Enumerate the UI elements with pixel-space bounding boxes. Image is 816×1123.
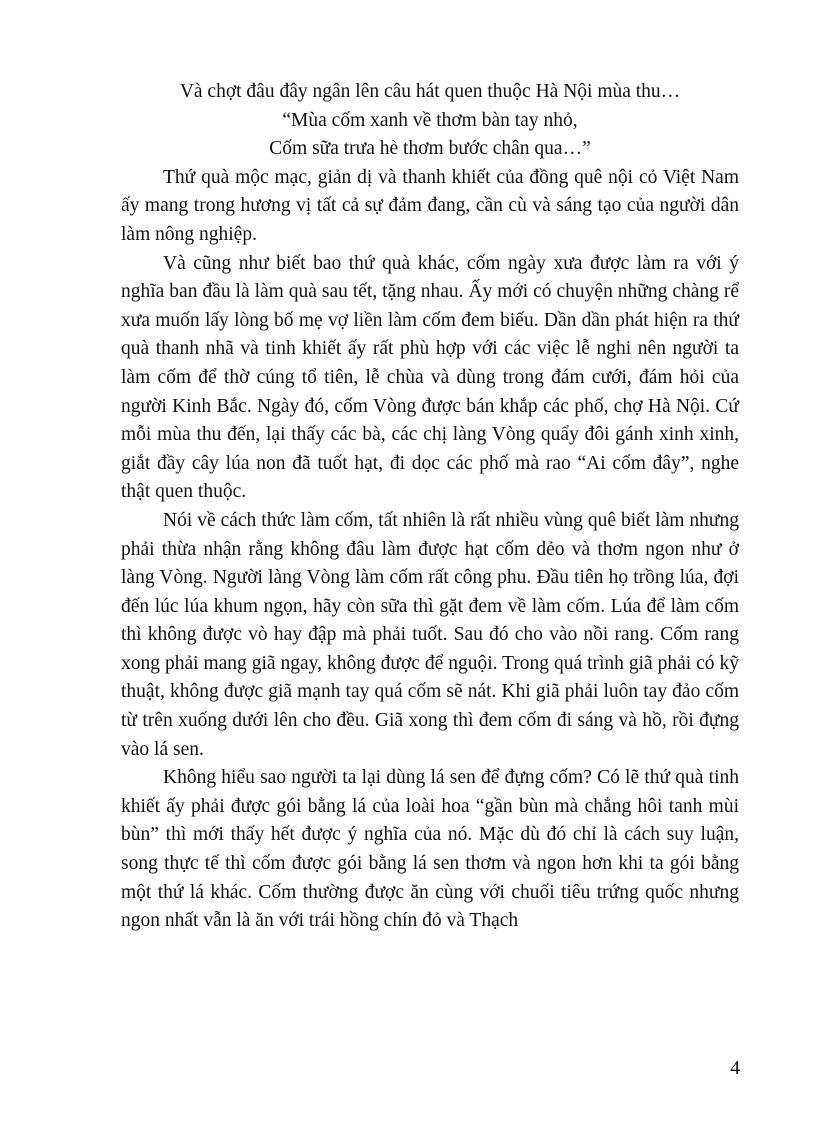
page-body [121,78,739,936]
poem-line-1: “Mùa cốm xanh về thơm bàn tay nhỏ, [282,109,578,131]
intro-line: Và chợt đâu đây ngân lên câu hát quen thuộc Hà Nội mùa thu… [179,81,681,102]
paragraph-3: Nói về cách thức làm cốm, tất nhiên là rất nhiều vùng quê biết làm nhưng phải thừa nhận rằng không đâu làm được hạt cốm dẻo và thơm ngon như ở làng Vòng. Người làng Vòng làm cốm rất công phu. Đầu tiên họ trồng lúa, đợi đến lúc lúa khum ngọn, hãy còn sữa thì gặt đem về làm cốm. Lúa để làm cốm thì không được vò hay đập mà phải tuốt. Sau đó cho vào nồi rang. Cốm rang xong phải mang giã ngay, không được để nguội. Trong quá trình giã phải có kỹ thuật, không được giã mạnh tay quá cốm sẽ nát. Khi giã phải luôn tay đảo cốm từ trên xuống dưới lên cho đều. Giã xong thì đem cốm đi sáng và hồ, rồi đựng vào lá sen. [121,509,739,760]
poem-line-2: Cốm sữa trưa hè thơm bước chân qua…” [269,138,591,160]
paragraph-1: Thứ quà mộc mạc, giản dị và thanh khiết của đồng quê nội cỏ Việt Nam ấy mang trong hương vị tất cả sự đảm đang, cần cù và sáng tạo của người dân làm nông nghiệp. [121,166,739,245]
paragraph-4: Không hiểu sao người ta lại dùng lá sen để đựng cốm? Có lẽ thứ quà tinh khiết ấy phải được gói bằng lá của loài hoa “gần bùn mà chẳng hôi tanh mùi bùn” thì mới thấy hết được ý nghĩa của nó. Mặc dù đó chỉ là cách suy luận, song thực tế thì cốm được gói bằng lá sen thơm và ngon hơn khi ta gói bằng một thứ lá khác. Cốm thường được ăn cùng với chuối tiêu trứng quốc nhưng ngon nhất vẫn là ăn với trái hồng chín đỏ và Thạch [121,767,739,932]
page-number: 4 [730,1058,740,1079]
paragraph-2: Và cũng như biết bao thứ quà khác, cốm ngày xưa được làm ra với ý nghĩa ban đầu là làm quà sau tết, tặng nhau. Ấy mới có chuyện những chàng rể xưa muốn lấy lòng bố mẹ vợ liền làm cốm đem biếu. Dần dần phát hiện ra thứ quà thanh nhã và tinh khiết ấy rất phù hợp với các việc lễ nghi nên người ta làm cốm để thờ cúng tổ tiên, lễ chùa và dùng trong đám cưới, đám hỏi của người Kinh Bắc. Ngày đó, cốm Vòng được bán khắp các phố, chợ Hà Nội. Cứ mỗi mùa thu đến, lại thấy các bà, các chị làng Vòng quẩy đôi gánh xinh xinh, giắt đầy cây lúa non đã tuốt hạt, đi dọc các phố mà rao “Ai cốm đây”, nghe thật quen thuộc. [121,252,739,503]
